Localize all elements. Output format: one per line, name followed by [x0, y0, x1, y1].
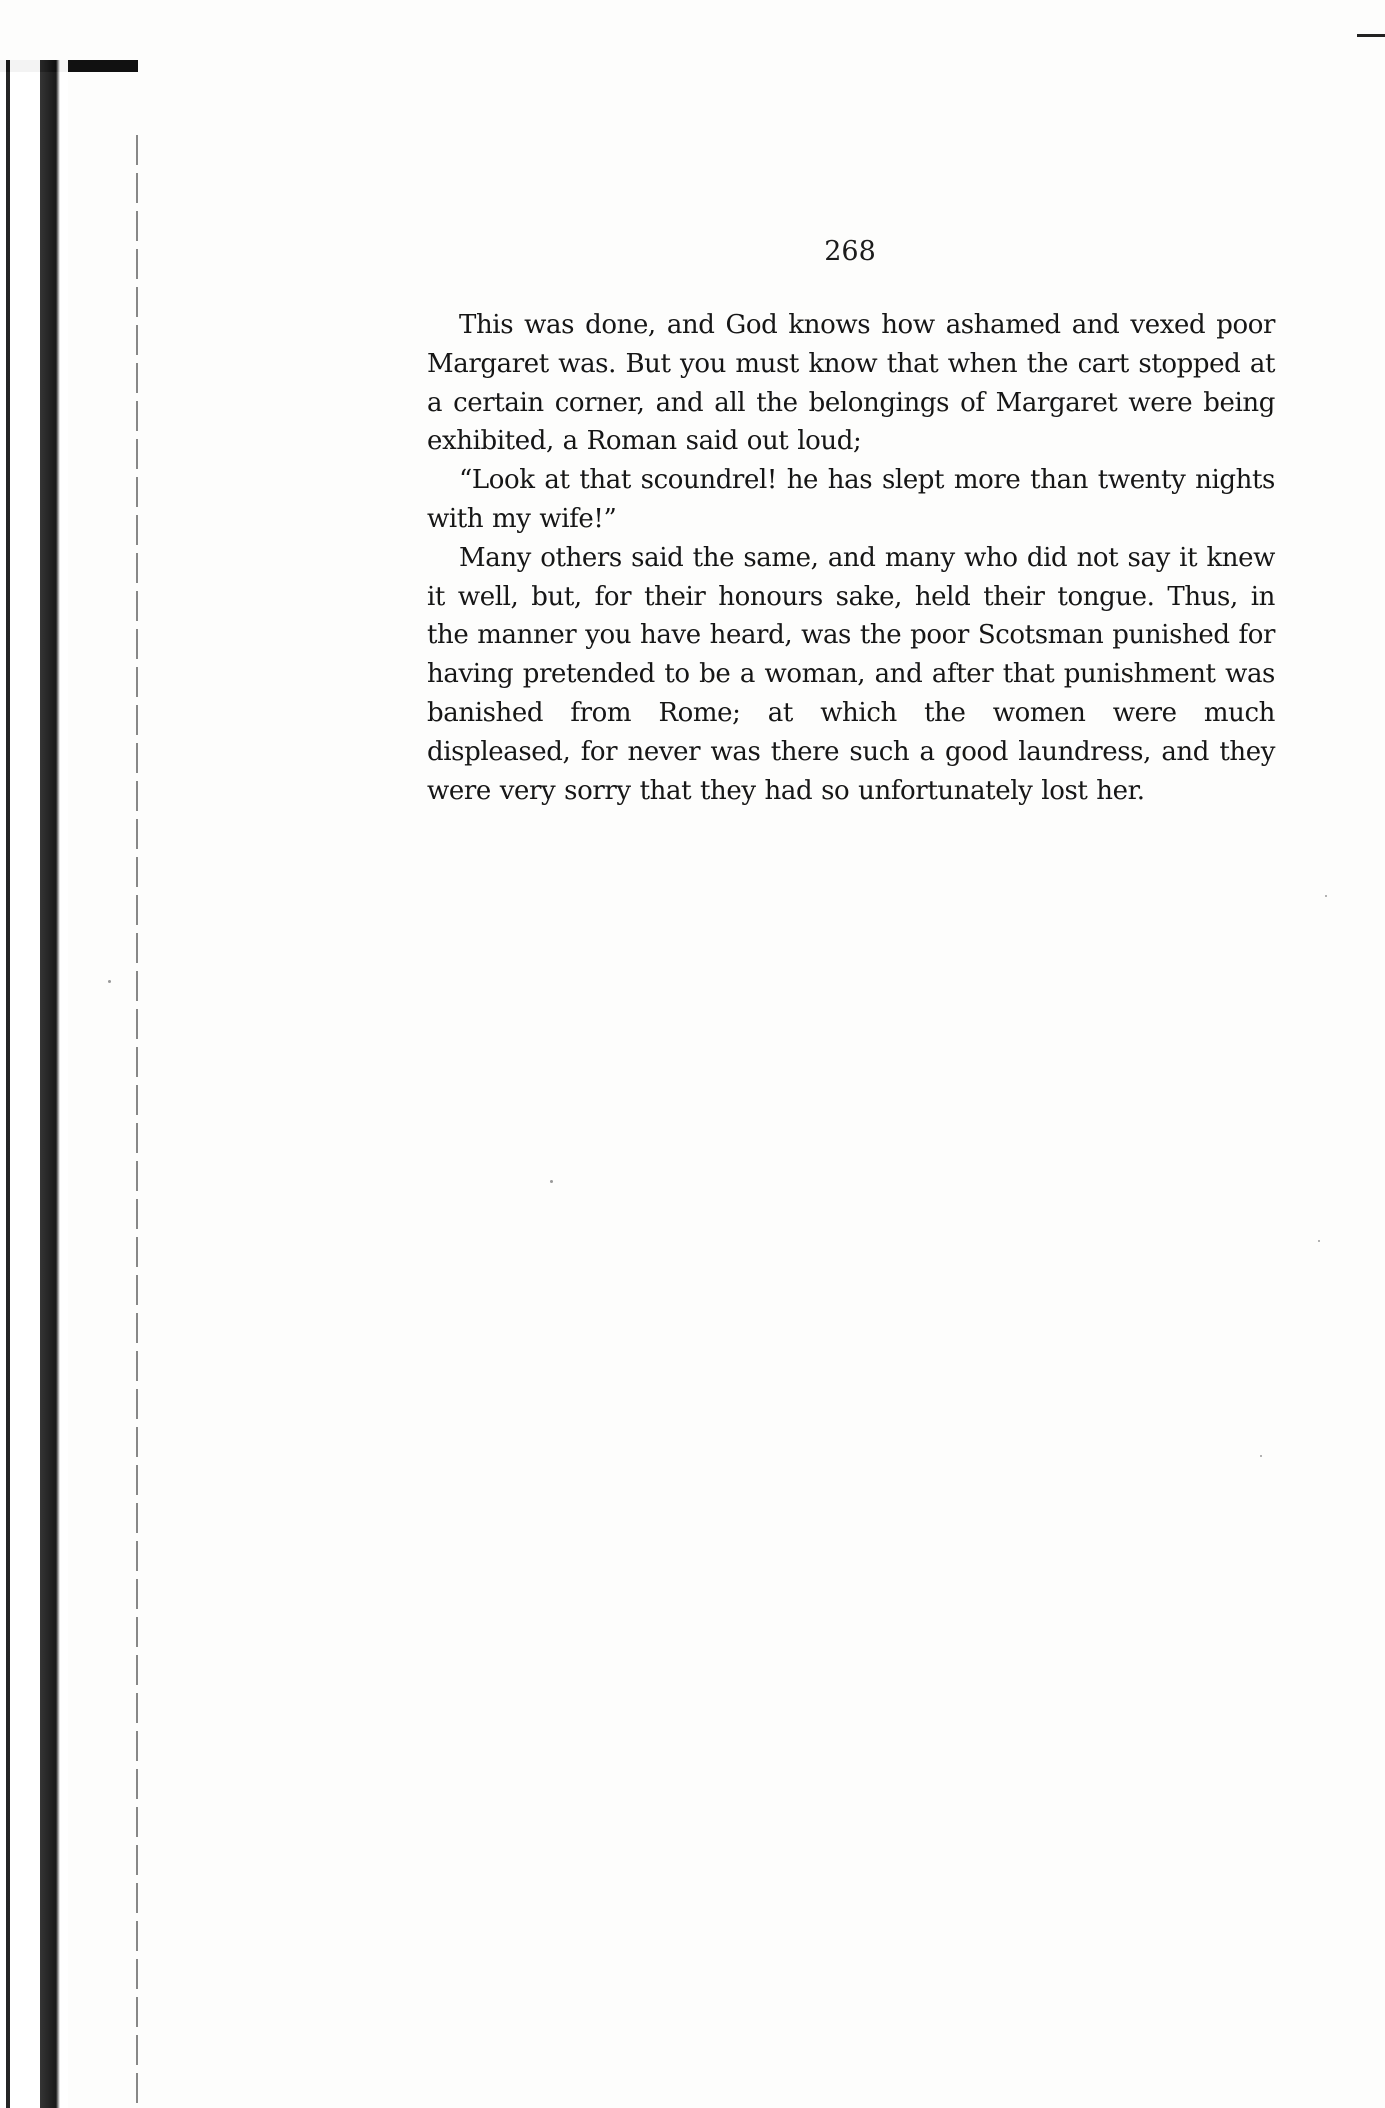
- page-number: 268: [824, 236, 876, 267]
- binding-edge: [0, 60, 68, 2108]
- scan-speck: [1325, 895, 1327, 897]
- paragraph-quote: “Look at that scoundrel! he has slept more than twenty nights with my wife!”: [427, 465, 1275, 534]
- scan-speck: [550, 1180, 553, 1183]
- paragraph: Many others said the same, and many who did not say it knew it well, but, for their honours sake, held their tongue. Thus, in the manner you have heard, was the poor Scotsman punished for having pretended to be a woman, and after that punishment was banished from Rome; at which the women were much displeased, for never was there such a good laundress, and they were very sorry that they had so unfortunately lost her.: [427, 542, 1275, 806]
- scan-speck: [1260, 1455, 1262, 1457]
- scan-speck: [108, 980, 111, 983]
- corner-mark: [1357, 34, 1385, 37]
- body-text: [427, 306, 1275, 810]
- scan-speck: [1318, 1240, 1320, 1242]
- paragraph: This was done, and God knows how ashamed and vexed poor Margaret was. But you must know that when the cart stopped at a certain corner, and all the belongings of Margaret were being exhibited, a Roman said out loud;: [427, 310, 1275, 457]
- binding-gutter-line: [136, 135, 138, 2105]
